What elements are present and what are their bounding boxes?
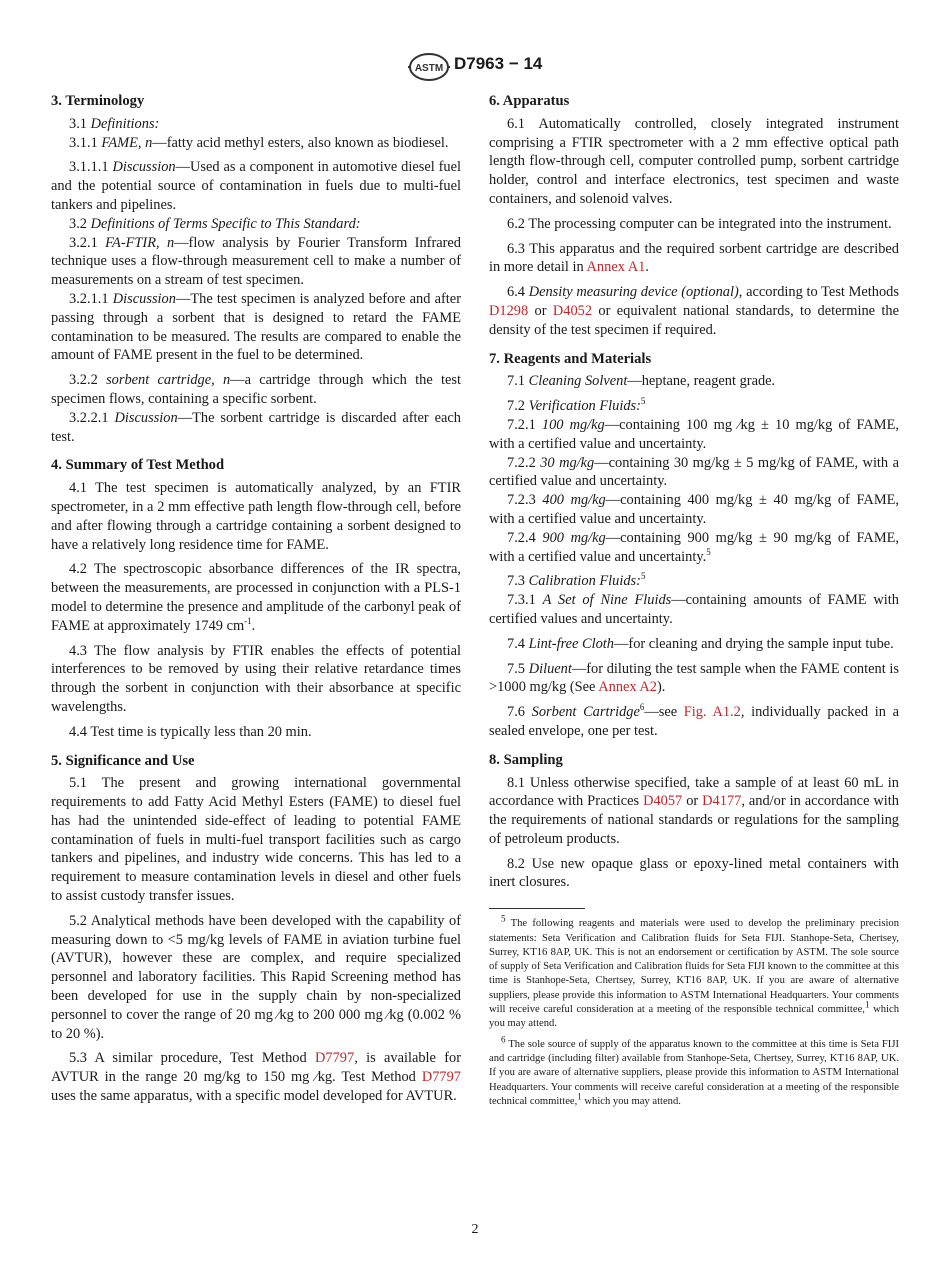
paragraph: 3.2.2 sorbent cartridge, n—a cartridge through which the test specimen flows, containing a specific sorbent.: [51, 372, 461, 407]
link-fig-a1-2[interactable]: Fig. A1.2: [683, 704, 741, 721]
left-column: [51, 92, 461, 1112]
paragraph: 7.2.2 30 mg/kg—containing 30 mg/kg ± 5 mg/kg of FAME, with a certified value and uncertainty.: [489, 454, 899, 490]
paragraph: 7.3.1 A Set of Nine Fluids—containing amounts of FAME with certified values and uncertainty.: [489, 592, 899, 627]
paragraph: 5.1 The present and growing international governmental requirements to add Fatty Acid Methyl Esters (FAME) to diesel fuel has had the unintended side-effect of leading to potential FAME contamination of fuels in multi-fuel transport facilities such as cargo tankers and pipelines, and industry wide concerns. This has led to a requirement to measure contamination levels in diesel and other fuels to assist custody transfer issues.: [51, 775, 461, 905]
paragraph: 3.1.1 FAME, n—fatty acid methyl esters, also known as biodiesel.: [69, 134, 449, 151]
section-title: 7. Reagents and Materials: [489, 350, 652, 367]
paragraph: 5.3 A similar procedure, Test Method D7797, is available for AVTUR in the range 20 mg/kg to 150 mg ⁄kg. Test Method D7797 uses the same apparatus, with a specific model developed for AVTUR.: [51, 1050, 462, 1105]
paragraph: 7.3 Calibration Fluids:$^5$: [507, 571, 646, 590]
link-d4052[interactable]: D4052: [552, 302, 593, 319]
paragraph: 3.1 Definitions:: [69, 115, 160, 132]
paragraph: 4.4 Test time is typically less than 20 min.: [69, 723, 312, 740]
footnote: $^6$ The sole source of supply of the apparatus known to the committee at this time is Seta FIJI and cartridge (including filter) available from Stanhope-Seta, Chertsey, Surrey, KT16 8AP, UK. If you are aware of alternative suppliers, please provide this information to ASTM International Headquarters. Your comments will receive careful consideration at a meeting of the responsible technical committee,$^1$ which you may attend.: [489, 1034, 899, 1107]
section-title: 8. Sampling: [489, 751, 563, 768]
paragraph: 4.1 The test specimen is automatically analyzed, by an FTIR spectrometer, in a 2 mm effective path length flow-through cell, before and after flowing through a cartridge containing a sorbent designed to have a relatively long residence time for FAME.: [51, 480, 461, 553]
section-title: 5. Significance and Use: [51, 752, 195, 769]
paragraph: 7.2.4 900 mg/kg—containing 900 mg/kg ± 90 mg/kg of FAME, with a certified value and uncertainty.$^5$: [489, 529, 899, 565]
paragraph: 3.2 Definitions of Terms Specific to This Standard:: [69, 215, 361, 232]
link-d1298[interactable]: D1298: [489, 302, 529, 319]
paragraph: 6.3 This apparatus and the required sorbent cartridge are described in more detail in Annex A1.: [489, 240, 899, 276]
paragraph: 3.2.1.1 Discussion—The test specimen is analyzed before and after passing through a sorbent that is designed to retard the FAME contamination to be measured. The results are compared to enable the amount of FAME present in the fuel to be determined.: [51, 290, 461, 364]
svg-text:ASTM: ASTM: [414, 63, 444, 74]
link-d7797[interactable]: D7797: [421, 1069, 461, 1086]
right-column: [489, 92, 899, 1115]
page-header: [0, 50, 950, 84]
section-title: 3. Terminology: [51, 93, 145, 109]
paragraph: 3.2.1 FA-FTIR, n—flow analysis by Fourier Transform Infrared technique uses a flow-through measurement cell to make a number of measurements on a stream of test specimen.: [51, 234, 461, 289]
paragraph: 5.2 Analytical methods have been developed with the capability of measuring down to <5 mg/kg levels of FAME in aviation turbine fuel (AVTUR), however these are complex, and require specialized personnel and laboratory facilities. This Rapid Screening method has been developed for use in the supply chain by non-specialized personnel to cover the range of 20 mg ⁄kg to 200 000 mg ⁄kg (0.002 % to 20 %).: [51, 912, 461, 1042]
paragraph: 8.1 Unless otherwise specified, take a sample of at least 60 mL in accordance with Practices D4057 or D4177, and/or in accordance with the requirements of national standards or regulations for the sampling of petroleum products.: [489, 774, 899, 847]
paragraph: 3.1.1.1 Discussion—Used as a component in automotive diesel fuel and the potential source of contamination in fuels due to multi-fuel tankers and pipelines.: [51, 159, 462, 213]
paragraph: 4.3 The flow analysis by FTIR enables the effects of potential interferences to be removed by using their relative retardance times through the sorbent in conjunction with their absorbance at specific wavelengths.: [51, 642, 461, 715]
paragraph: 7.2.3 400 mg/kg—containing 400 mg/kg ± 40 mg/kg of FAME, with a certified value and uncertainty.: [489, 492, 899, 527]
paragraph: 7.1 Cleaning Solvent—heptane, reagent grade.: [507, 373, 776, 390]
paragraph: 7.2.1 100 mg/kg—containing 100 mg ⁄kg ± 10 mg/kg of FAME, with a certified value and uncertainty.: [489, 416, 899, 452]
paragraph: 7.5 Diluent—for diluting the test sample when the FAME content is >1000 mg/kg (See Annex A2).: [489, 660, 899, 696]
footnote: $^5$ The following reagents and materials were used to develop the preliminary precision statements: Seta Verification and Calibration fluids for Seta FIJI. Stanhope-Seta, Chertsey, Surrey, KT16 8AP, UK. This is not an endorsement or certification by ASTM. The sole source of supply of Seta Verification and Calibration fluids for Seta FIJI known to the committee at this time is Stanhope-Seta, Chertsey, Surrey, KT16 8AP, UK. If you are aware of alternative suppliers, please provide this information to ASTM International Headquarters. Your comments will receive careful consideration at a meeting of the responsible technical committee,$^1$ which you may attend.: [489, 913, 899, 1030]
footnote-divider: [489, 908, 585, 909]
link-d7797[interactable]: D7797: [315, 1050, 355, 1067]
astm-logo-icon: [407, 52, 451, 82]
paragraph: 4.2 The spectroscopic absorbance differences of the IR spectra, between the measurements, are processed in conjunction with a PLS-1 model to determine the presence and amplitude of the carbonyl peak of FAME at approximately 1749 $cm^{-1}$.: [51, 561, 461, 634]
paragraph: 6.2 The processing computer can be integrated into the instrument.: [507, 215, 892, 232]
paragraph: 8.2 Use new opaque glass or epoxy-lined metal containers with inert closures.: [489, 855, 899, 891]
paragraph: 6.4 Density measuring device (optional), according to Test Methods D1298 or D4052 or equivalent national standards, to determine the density of the test specimen if required.: [489, 284, 899, 338]
link-d4057[interactable]: D4057: [643, 793, 683, 810]
section-title: 4. Summary of Test Method: [51, 457, 225, 474]
link-d4177[interactable]: D4177: [702, 793, 742, 810]
paragraph: 7.4 Lint-free Cloth—for cleaning and drying the sample input tube.: [507, 635, 894, 652]
link-annex-a1[interactable]: Annex A1: [586, 259, 646, 276]
paragraph: 3.2.2.1 Discussion—The sorbent cartridge is discarded after each test.: [51, 409, 461, 445]
paragraph: 6.1 Automatically controlled, closely integrated instrument comprising a FTIR spectrometer with a 2 mm effective optical path length flow-through cell, computer controlled pump, sorbent cartridge holder, control and interface electronics, test specimen and waste containers, and solenoid valves.: [489, 115, 899, 207]
section-title: 6. Apparatus: [489, 93, 570, 109]
paragraph: 7.2 Verification Fluids:$^5$: [507, 396, 646, 415]
document-id: D7963 − 14: [454, 54, 543, 73]
paragraph: 7.6 Sorbent Cartridge$^6$—see Fig. A1.2, individually packed in a sealed envelope, one per test.: [489, 702, 899, 739]
link-annex-a2[interactable]: Annex A2: [598, 679, 658, 696]
page-number: 2: [471, 1222, 479, 1237]
